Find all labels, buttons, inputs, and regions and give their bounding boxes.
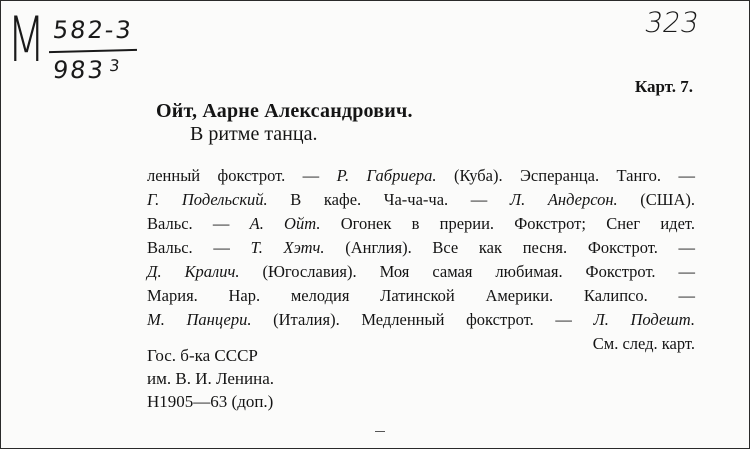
author-heading: Ойт, Аарне Александрович.: [156, 100, 413, 122]
person-name: Л. Подешт.: [593, 310, 695, 329]
handwritten-shelf-code-bottom: [52, 58, 123, 82]
contents-run: Вальс. —: [147, 238, 251, 257]
contents-run: Огонек в прерии. Фокстрот; Снег идет.: [320, 214, 695, 233]
continuation-note: См. след. карт.: [592, 334, 695, 353]
handwritten-shelf-code-top: 582-3: [51, 16, 135, 44]
contents-run: (Италия). Медленный фокстрот. —: [251, 310, 594, 329]
contents-line: [147, 164, 695, 188]
card-number: Карт. 7.: [634, 77, 693, 96]
contents-run: (Куба). Эсперанца. Танго. —: [436, 166, 695, 185]
person-name: Г. Подельский.: [147, 190, 268, 209]
person-name: Р. Габриера.: [336, 166, 437, 185]
contents-run: Мария. Нар. мелодия Латинской Америки. Калипсо. —: [147, 286, 695, 305]
contents-run: (Англия). Все как песня. Фокстрот. —: [324, 238, 696, 257]
work-title: В ритме танца.: [190, 123, 318, 145]
person-name: Д. Кралич.: [147, 262, 240, 281]
contents-run: (Югославия). Моя самая любимая. Фокстрот. —: [239, 262, 695, 281]
shelf-bottom-main: 983: [51, 56, 107, 84]
handwritten-divider-line: [49, 49, 137, 53]
contents-run: (США).: [617, 190, 695, 209]
handwritten-page-number: 323: [642, 6, 702, 39]
contents-line: [147, 260, 695, 284]
handwritten-letter: М: [7, 3, 46, 76]
library-name: Гос. б-ка СССР: [147, 346, 258, 365]
contents-run: ленный фокстрот. —: [147, 166, 337, 185]
ink-speck: [375, 431, 385, 432]
shelf-bottom-superscript: 3: [108, 56, 123, 75]
person-name: Т. Хэтч.: [250, 238, 325, 257]
contents-line: [147, 284, 695, 308]
contents-text: [147, 164, 695, 356]
contents-line: [147, 236, 695, 260]
contents-line: [147, 188, 695, 212]
contents-lines: [147, 164, 695, 332]
library-named-after: им. В. И. Ленина.: [147, 369, 275, 388]
card-print-code: Н1905—63 (доп.): [147, 392, 274, 411]
contents-line: [147, 212, 695, 236]
person-name: М. Панцери.: [147, 310, 252, 329]
person-name: Л. Андерсон.: [509, 190, 618, 209]
library-imprint: [147, 344, 274, 413]
contents-line: [147, 308, 695, 332]
person-name: А. Ойт.: [249, 214, 321, 233]
contents-run: В кафе. Ча-ча-ча. —: [267, 190, 510, 209]
contents-run: Вальс. —: [147, 214, 250, 233]
